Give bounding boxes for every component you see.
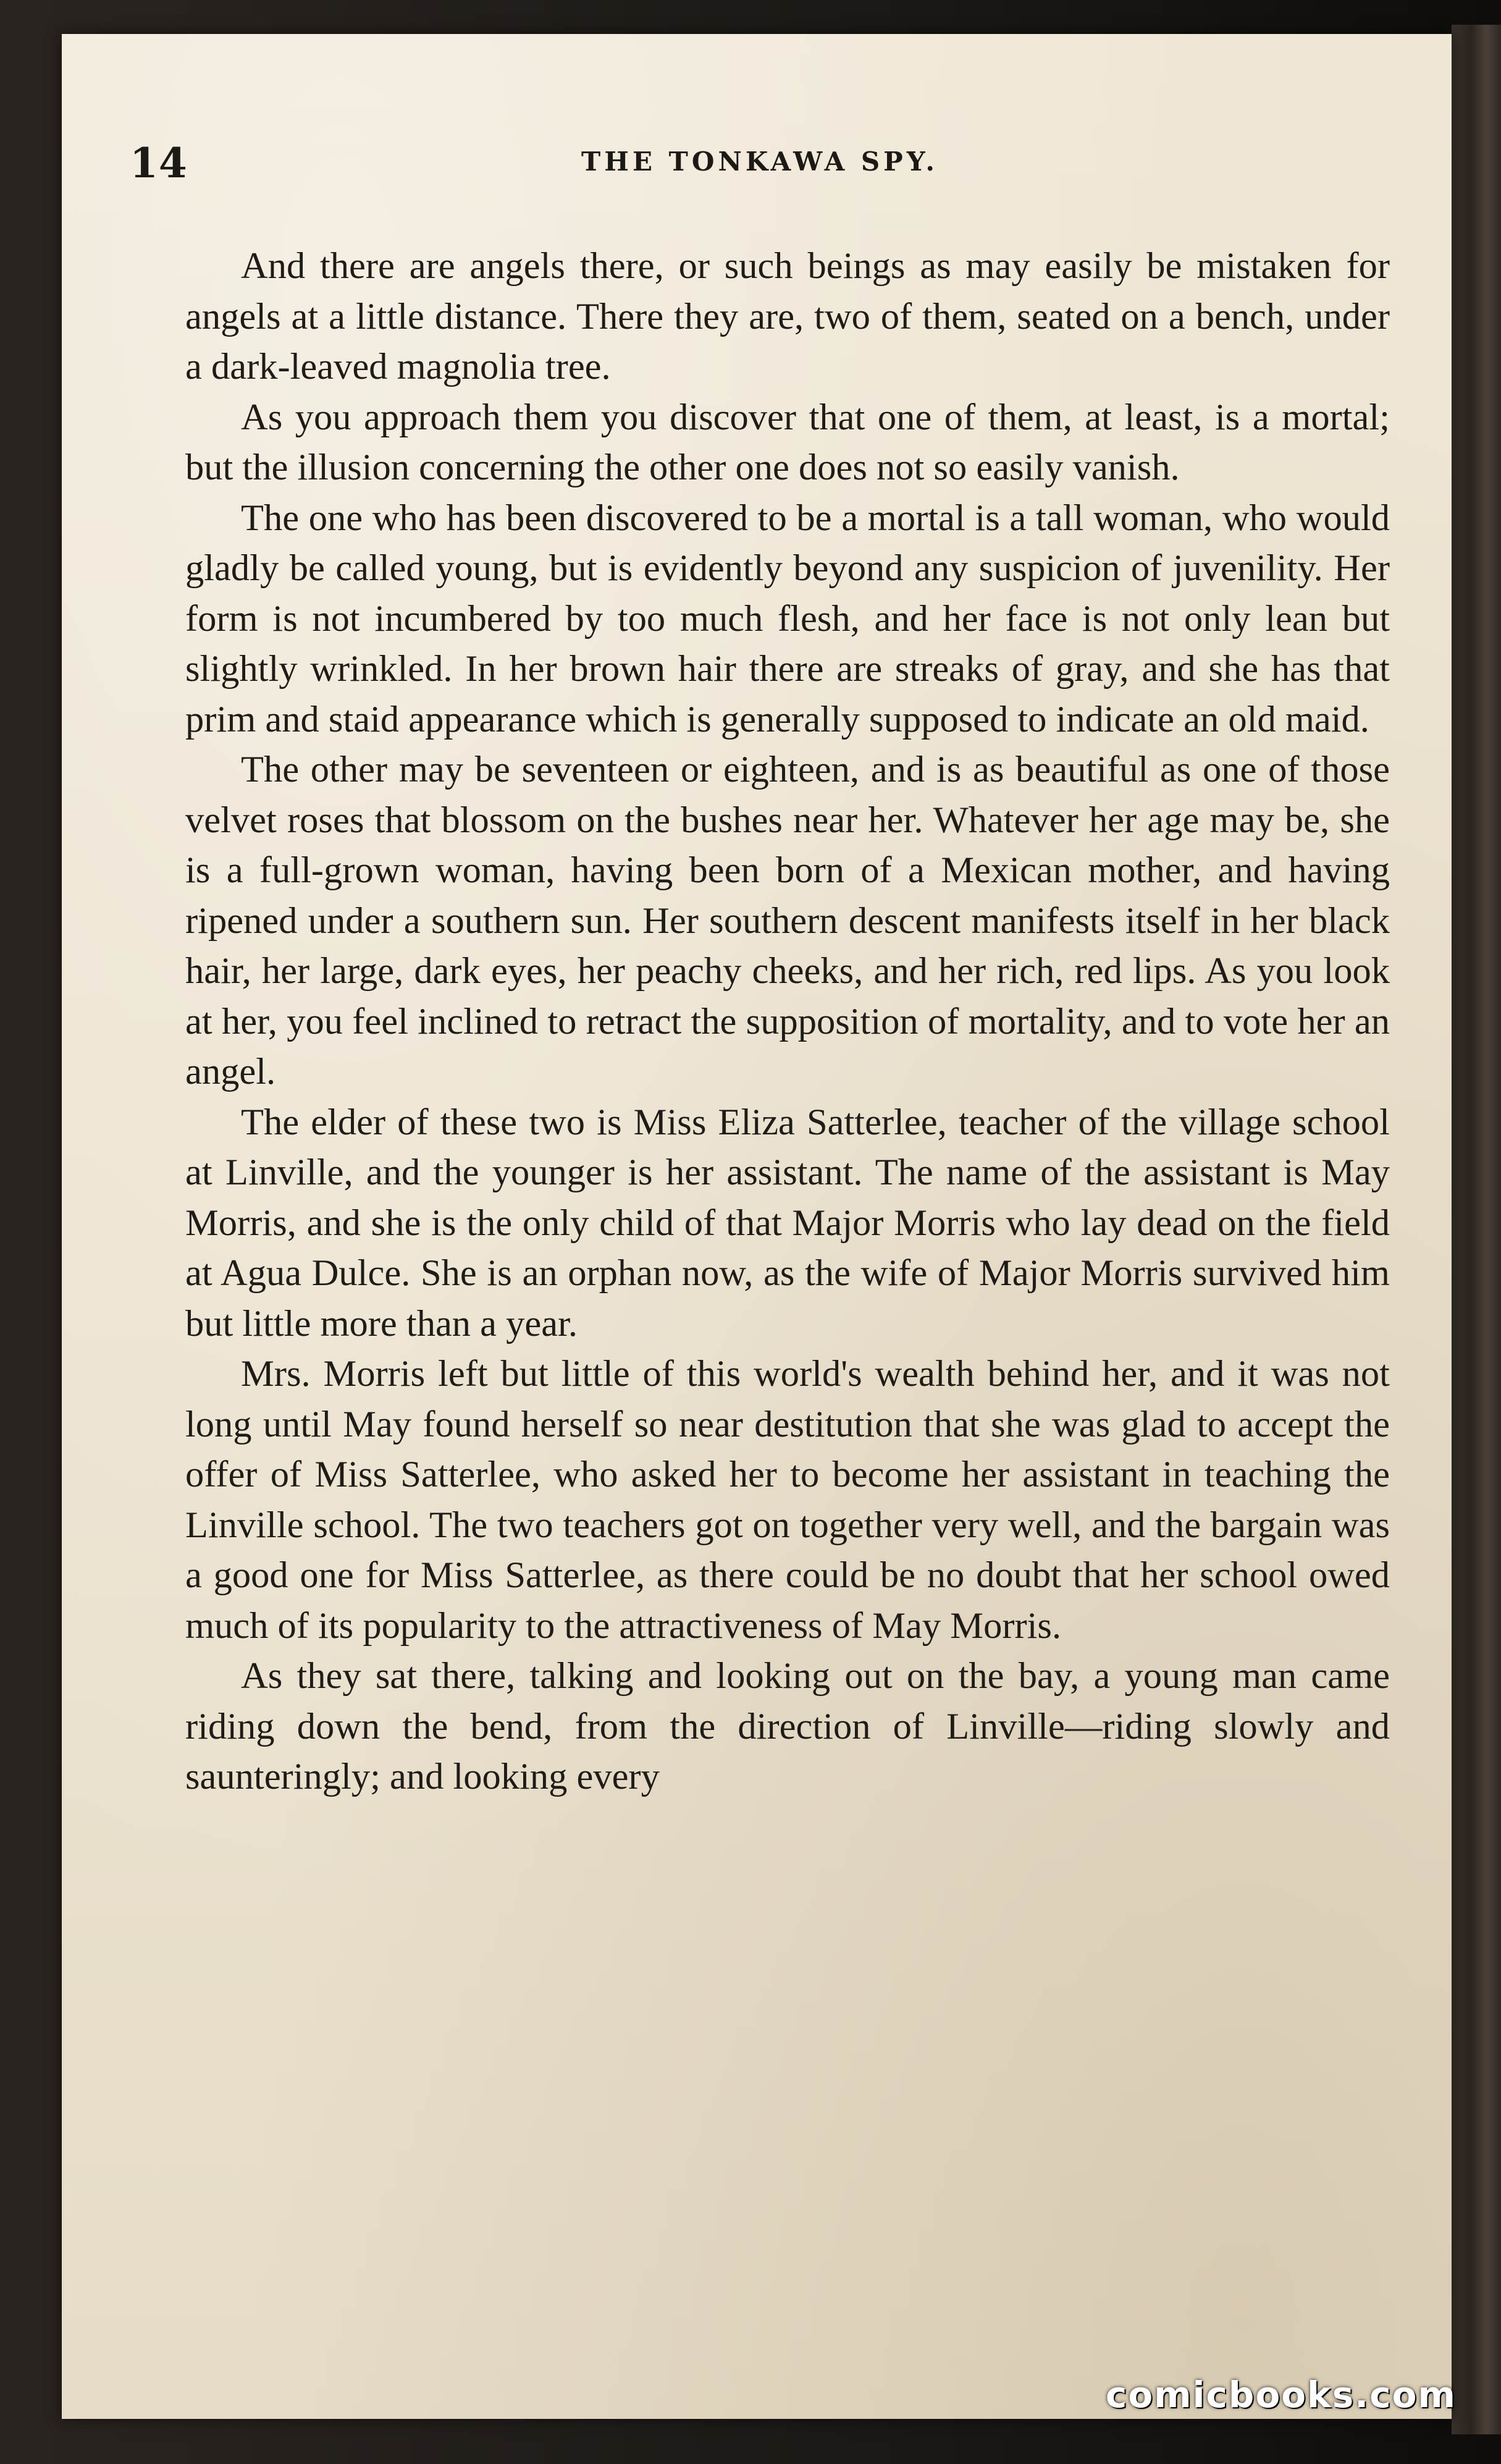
watermark: comicbooks.com: [1106, 2374, 1457, 2416]
paragraph: As you approach them you discover that one of them, at least, is a mortal; but the illusion concerning the other one does not so easily vanish.: [185, 396, 1390, 488]
paragraph: The other may be seventeen or eighteen, and is as beautiful as one of those velvet roses that blossom on the bushes near her. Whatever her age may be, she is a full-grown woman, having been born of a Mexican mother, and having ripened under a southern sun. Her southern descent manifests itself in her black hair, her large, dark eyes, her peachy cheeks, and her rich, red lips. As you look at her, you feel inclined to retract the supposition of mortality, and to vote her an angel.: [185, 749, 1390, 1092]
paragraph: Mrs. Morris left but little of this world's wealth behind her, and it was not long until May found herself so near destitution that she was glad to accept the offer of Miss Satterlee, who asked her to become her assistant in teaching the Linville school. The two teachers got on together very well, and the bargain was a good one for Miss Satterlee, as there could be no doubt that her school owed much of its popularity to the attractiveness of May Morris.: [185, 1353, 1390, 1647]
paragraph: The elder of these two is Miss Eliza Satterlee, teacher of the village school at Linville, and the younger is her assistant. The name of the assistant is May Morris, and she is the only child of that Major Morris who lay dead on the field at Agua Dulce. She is an orphan now, as the wife of Major Morris survived him but little more than a year.: [185, 1101, 1390, 1344]
page-header: [130, 139, 1390, 188]
paragraph: And there are angels there, or such beings as may easily be mistaken for angels at a little distance. There they are, two of them, seated on a bench, under a dark-leaved magnolia tree.: [185, 245, 1390, 387]
paragraph: As they sat there, talking and looking out on the bay, a young man came riding down the bend, from the direction of Linville—riding slowly and saunteringly; and looking every: [185, 1655, 1390, 1797]
running-title: THE TONKAWA SPY.: [581, 146, 938, 177]
book-edge: [1452, 25, 1501, 2434]
paragraph: The one who has been discovered to be a mortal is a tall woman, who would gladly be called young, but is evidently beyond any suspicion of juvenility. Her form is not incumbered by too much flesh, and her face is not only lean but slightly wrinkled. In her brown hair there are streaks of gray, and she has that prim and staid appearance which is generally supposed to indicate an old maid.: [185, 497, 1390, 740]
body-text: [185, 241, 1390, 1802]
page-number: 14: [130, 139, 188, 187]
